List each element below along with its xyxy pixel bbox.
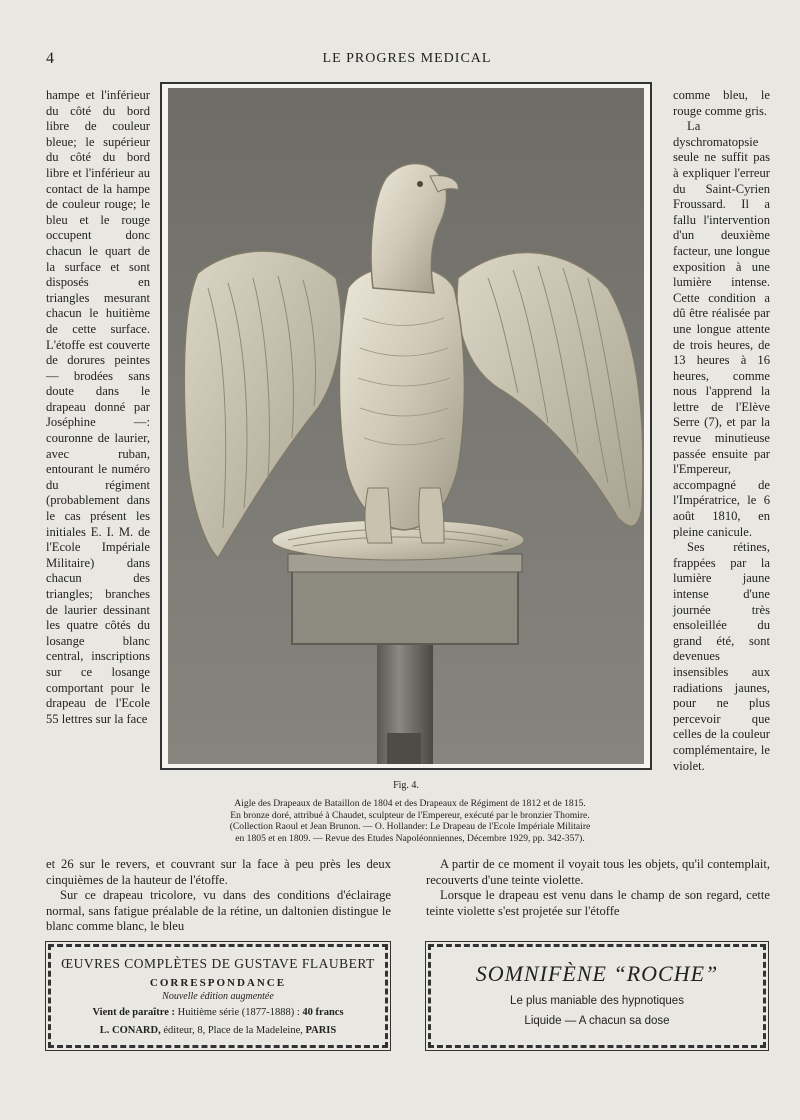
right-column-paragraph: comme bleu, le rouge comme gris. — [673, 88, 770, 118]
figure-caption-line: En bronze doré, attribué à Chaudet, sculpteur de l'Empereur, exécuté par le bronzier Thomire. — [230, 809, 590, 821]
right-column — [673, 88, 770, 774]
journal-title: LE PROGRES MEDICAL — [322, 51, 492, 66]
ad-publisher-line — [51, 1025, 385, 1036]
figure-frame — [160, 82, 652, 770]
ad-tagline: Le plus maniable des hypnotiques — [510, 995, 684, 1007]
left-wing-shape — [184, 251, 341, 558]
ad-publisher-name: L. CONARD, — [99, 1025, 161, 1036]
body-paragraph: A partir de ce moment il voyait tous les objets, qu'il contemplait, recouverts d'une teinte violette. — [426, 857, 770, 887]
body-paragraph: et 26 sur le revers, et couvrant sur la face à peu près les deux cinquièmes de la hauteur de l'étoffe. — [46, 857, 391, 887]
eagle-photo — [168, 88, 644, 764]
eagle-sculpture-image — [168, 88, 644, 764]
roche-advertisement — [428, 944, 766, 1048]
ad-publisher-city: PARIS — [305, 1025, 337, 1036]
page-number: 4 — [46, 50, 54, 67]
left-column — [46, 88, 150, 727]
ad-title: ŒUVRES COMPLÈTES DE GUSTAVE FLAUBERT — [61, 956, 375, 971]
figure-label: Fig. 4. — [393, 780, 419, 791]
ad-tagline-2: Liquide — A chacun sa dose — [524, 1015, 670, 1027]
ad-subtitle: CORRESPONDANCE — [149, 977, 287, 989]
eagle-body-shape — [339, 266, 464, 531]
ad-publisher-address: éditeur, 8, Place de la Madeleine, — [163, 1025, 303, 1036]
figure-caption-line: (Collection Raoul et Jean Brunon. — O. Hollander: Le Drapeau de l'Ecole Impériale Militaire — [229, 821, 591, 833]
ad-release-line — [51, 1007, 385, 1018]
body-paragraph: Lorsque le drapeau est venu dans le champ de son regard, cette teinte violette s'est projetée sur l'étoffe — [426, 888, 770, 918]
bottom-right-text — [426, 857, 770, 919]
right-column-paragraph: La dyschromatopsie seule ne suffit pas à expliquer l'erreur du Saint-Cyrien Froussard. Il a fallu l'intervention d'un deuxième facteur, une longue exposition à une lumière intense. Cette condition a dû être réalisée par une longue attente de trois heures, de 13 heures à 16 heures, comme nous l'apprend la lettre de l'Elève Serre (7), et par la revue minutieuse passée ensuite par l'Empereur, accompagné de l'Impératrice, le 6 août 1810, en pleine canicule. — [673, 119, 770, 539]
figure-caption — [160, 798, 660, 844]
right-wing-shape — [457, 253, 643, 527]
left-column-text: hampe et l'inférieur du côté du bord libre de couleur bleue; le supérieur du côté du bord libre et l'inférieur au contact de la hampe de couleur rouge; le bleu et le rouge occupent donc chacun le quart de la surface et sont disposés en triangles mesurant chacun le huitième de cette surface. L'étoffe est couverte de dorures peintes — brodées sans doute dans le drapeau donné par Joséphine —: couronne de laurier, avec ruban, entourant le numéro du régiment (probablement dans le cas présent les initiales E. I. M. de l'Ecole Impériale Militaire) dans chacun des triangles; branches de laurier dessinant les quatre côtés du losange blanc central, inscriptions sur ce losange comportant pour le drapeau de l'Ecole 55 lettres sur la face — [46, 88, 150, 726]
right-column-paragraph: Ses rétines, frappées par la lumière jaune intense d'une journée très ensoleillée du grand été, sont devenues insensibles aux radiations jaunes, pour ne plus percevoir que celles de la couleur complémentaire, le violet. — [673, 540, 770, 773]
ad-product-name: SOMNIFÈNE “ROCHE” — [475, 961, 719, 986]
ad-edition: Nouvelle édition augmentée — [162, 991, 274, 1002]
ad-release-label: Vient de paraître : — [92, 1007, 175, 1018]
figure-caption-line: Aigle des Drapeaux de Bataillon de 1804 et des Drapeaux de Régiment de 1812 et de 1815. — [234, 798, 586, 809]
base-block-shape — [292, 562, 518, 644]
bottom-left-text — [46, 857, 391, 935]
body-paragraph: Sur ce drapeau tricolore, vu dans des conditions d'éclairage normal, sans fatigue préalable de la rétine, un daltonien distingue le blanc comme blanc, le bleu — [46, 888, 391, 934]
ad-price: 40 francs — [302, 1007, 344, 1018]
ad-release-text: Huitième série (1877-1888) : — [177, 1007, 300, 1018]
figure-caption-line: en 1805 et en 1809. — Revue des Etudes Napoléonniennes, Décembre 1929, pp. 342-357). — [235, 832, 585, 844]
page-header — [46, 50, 768, 70]
flaubert-advertisement — [48, 944, 388, 1048]
